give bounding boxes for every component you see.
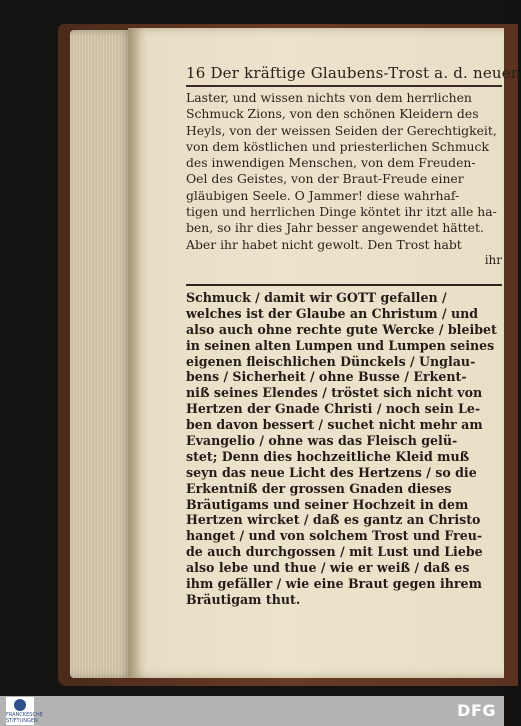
institution-logo[interactable]: [6, 697, 43, 725]
text-line: Hertzen wircket / daß es gantz an Christo: [186, 512, 481, 528]
text-line: Bräutigams und seiner Hochzeit in dem: [186, 496, 469, 512]
text-line: hanget / und von solchem Trost und Freu-: [186, 528, 483, 544]
text-line: bens / Sicherheit / ohne Busse / Erkent-: [186, 369, 467, 385]
logo-text: FRANCKESCHE STIFTUNGEN: [6, 712, 43, 724]
running-head: 16 Der kräftige Glaubens-Trost a. d. neuen: [186, 64, 521, 82]
text-line: Erkentniß der grossen Gnaden dieses: [186, 480, 452, 496]
text-line: Evangelio / ohne was das Fleisch gelü-: [186, 433, 458, 449]
text-line: von dem köstlichen und priesterlichen Schmuck: [186, 138, 489, 154]
text-line: ihm gefäller / wie eine Braut gegen ihrem: [186, 576, 482, 592]
text-line: tigen und herrlichen Dinge köntet ihr itzt alle ha-: [186, 204, 497, 220]
text-line: Bräutigam thut.: [186, 591, 301, 607]
head-rule: [186, 85, 502, 87]
upper-text-block: [186, 90, 502, 267]
text-line: Heyls, von der weissen Seiden der Gerechtigkeit,: [186, 122, 497, 138]
text-line: ben davon bessert / suchet nicht mehr am: [186, 417, 483, 433]
text-line: de auch durchgossen / mit Lust und Liebe: [186, 544, 483, 560]
text-line: ben, so ihr dies Jahr besser angewendet hättet.: [186, 220, 484, 236]
text-line: Laster, und wissen nichts von dem herrlichen: [186, 90, 472, 105]
text-line: niß seines Elendes / tröstet sich nicht von: [186, 385, 483, 401]
catchword: ihr: [484, 252, 502, 267]
text-line: also auch ohne rechte gute Wercke / bleibet: [186, 321, 497, 337]
text-line: gläubigen Seele. O Jammer! diese wahrhaf-: [186, 187, 460, 203]
text-line: welches ist der Glaube an Christum / und: [186, 305, 479, 321]
lower-text-block: [186, 290, 502, 608]
text-line: Hertzen der Gnade Christi / noch sein Le-: [186, 401, 481, 417]
dfg-logo[interactable]: DFG: [457, 701, 496, 720]
section-divider: [186, 284, 502, 286]
page-edges: [70, 30, 132, 678]
logo-emblem-icon: [14, 699, 26, 711]
text-line: eigenen fleischlichen Dünckels / Unglau-: [186, 353, 476, 369]
book-page: [128, 28, 521, 678]
text-line: Oel des Geistes, von der Braut-Freude einer: [186, 171, 464, 187]
text-line: seyn das neue Licht des Hertzens / so die: [186, 464, 477, 480]
text-line: stet; Denn dies hochzeitliche Kleid muß: [186, 448, 470, 464]
text-line: Schmuck Zions, von den schönen Kleidern des: [186, 106, 479, 122]
text-line: des inwendigen Menschen, von dem Freuden-: [186, 155, 476, 171]
text-line: Aber ihr habet nicht gewolt. Den Trost habt: [186, 236, 462, 252]
text-line: Schmuck / damit wir GOTT gefallen /: [186, 290, 447, 305]
text-line: in seinen alten Lumpen und Lumpen seines: [186, 337, 495, 353]
text-line: also lebe und thue / wie er weiß / daß es: [186, 560, 470, 576]
viewer-footer: [0, 696, 504, 726]
